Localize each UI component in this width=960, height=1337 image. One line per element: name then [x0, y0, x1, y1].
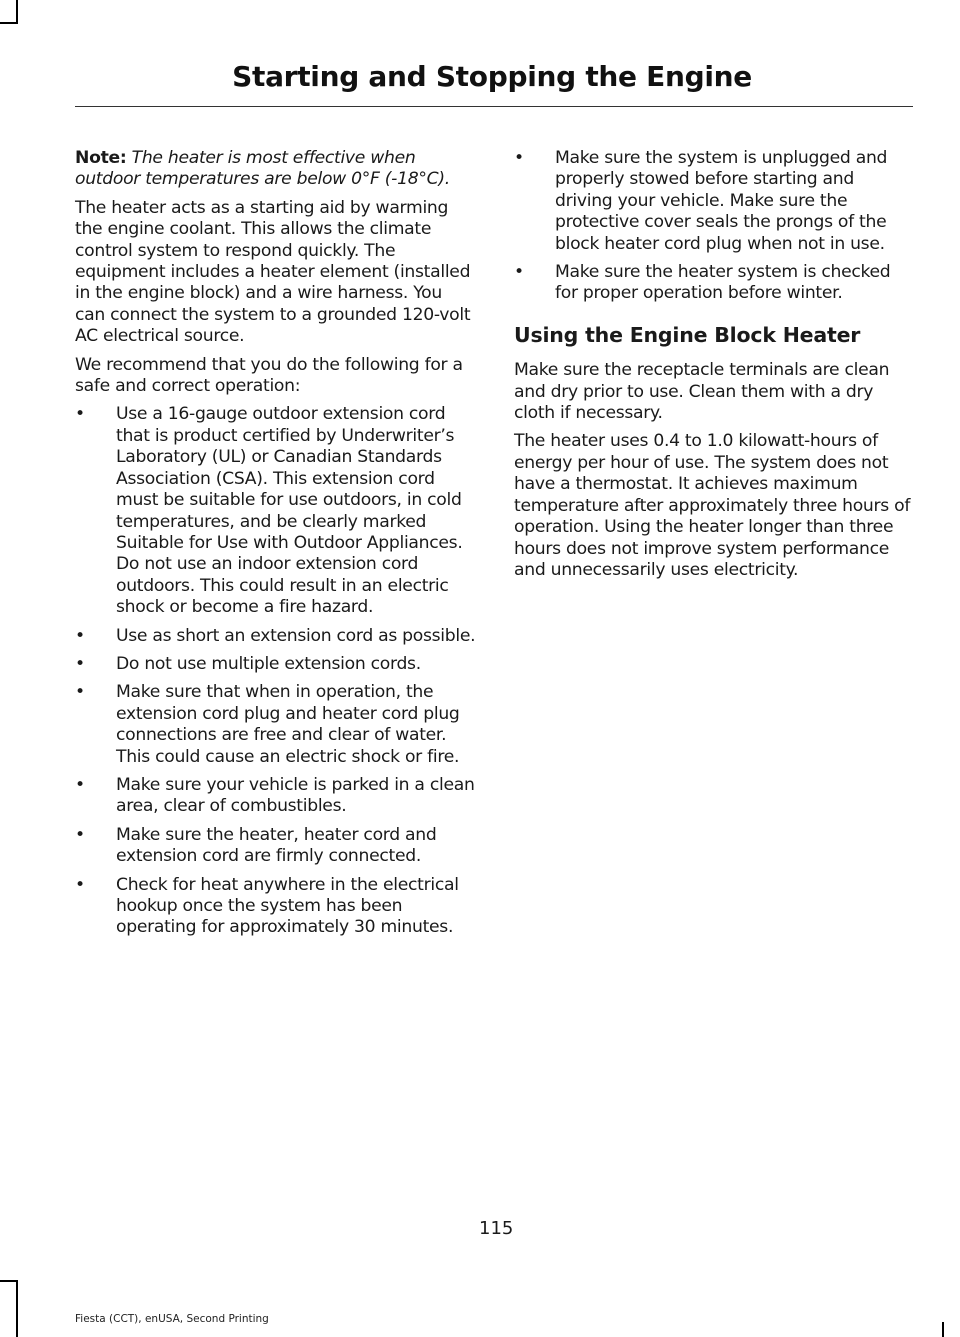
page-title: Starting and Stopping the Engine: [232, 60, 752, 93]
bullet-icon: •: [75, 824, 85, 845]
note-label: Note:: [75, 148, 127, 168]
footer-text: Fiesta (CCT), enUSA, Second Printing: [75, 1313, 269, 1325]
left-column: [75, 148, 477, 946]
safety-bullet-list: [75, 404, 477, 938]
list-item: [75, 825, 477, 868]
paragraph-recommendation-intro: We recommend that you do the following for a safe and correct operation:: [75, 354, 463, 397]
crop-mark-bottom-left-h: [0, 1280, 18, 1282]
bullet-icon: •: [75, 774, 85, 795]
list-item-text: Use a 16-gauge outdoor extension cord that is product certified by Underwriter’s Laboratory (UL) or Canadian Standards Association (CSA). This extension cord must be suitable for use outdoors, in cold temperatures, and be clearly marked Suitable for Use with Outdoor Appliances. Do not use an indoor extension cord outdoors. This could result in an electric shock or become a fire hazard.: [116, 404, 463, 618]
header-divider: [75, 106, 913, 107]
paragraph-heater-description: The heater acts as a starting aid by warming the engine coolant. This allows the climate control system to respond quickly. The equipment includes a heater element (installed in the engine block) and a wire harness. You can connect the system to a grounded 120-volt AC electrical source.: [75, 197, 471, 347]
note-text: The heater is most effective when outdoor temperatures are below 0°F (-18°C).: [75, 148, 450, 190]
list-item: [75, 626, 477, 647]
list-item-text: Make sure the heater system is checked for proper operation before winter.: [555, 262, 891, 304]
list-item-text: Do not use multiple extension cords.: [116, 653, 421, 674]
crop-mark-top-left: [16, 0, 18, 24]
list-item: [514, 148, 912, 255]
bullet-icon: •: [75, 682, 85, 703]
paragraph-energy-usage: The heater uses 0.4 to 1.0 kilowatt-hours of energy per hour of use. The system does not have a thermostat. It achieves maximum temperature after approximately three hours of operation. Using the heater longer than three hours does not improve system performance and unnecessarily uses electricity.: [514, 431, 911, 580]
list-item-text: Make sure the heater, heater cord and extension cord are firmly connected.: [116, 824, 437, 867]
paragraph-receptacle: Make sure the receptacle terminals are clean and dry prior to use. Clean them with a dry cloth if necessary.: [514, 360, 890, 424]
crop-mark-top-left-h: [0, 22, 18, 24]
list-item-text: Make sure your vehicle is parked in a clean area, clear of combustibles.: [116, 774, 475, 817]
section-heading: Using the Engine Block Heater: [514, 322, 861, 347]
crop-mark-bottom-right: [942, 1322, 944, 1337]
page-number: 115: [479, 1218, 514, 1239]
bullet-icon: •: [75, 625, 85, 646]
list-item: [75, 682, 477, 768]
list-item: [75, 404, 477, 618]
crop-mark-bottom-left: [16, 1280, 18, 1337]
bullet-icon: •: [75, 874, 85, 895]
list-item-text: Make sure that when in operation, the extension cord plug and heater cord plug connections are free and clear of water. This could cause an electric shock or fire.: [116, 682, 460, 767]
list-item: [75, 875, 477, 939]
right-column: [514, 148, 912, 588]
list-item-text: Check for heat anywhere in the electrical hookup once the system has been operating for approximately 30 minutes.: [116, 874, 459, 938]
bullet-icon: •: [514, 262, 524, 283]
bullet-icon: •: [75, 653, 85, 674]
list-item: [75, 654, 477, 675]
bullet-icon: •: [514, 148, 524, 168]
list-item-text: Use as short an extension cord as possible.: [116, 625, 476, 646]
list-item: [514, 262, 912, 305]
note: [75, 148, 477, 191]
list-item: [75, 775, 477, 818]
bullet-icon: •: [75, 404, 85, 425]
list-item-text: Make sure the system is unplugged and properly stowed before starting and driving your vehicle. Make sure the protective cover seals the prongs of the block heater cord plug when not in use.: [555, 148, 888, 254]
safety-bullet-list-continued: [514, 148, 912, 305]
